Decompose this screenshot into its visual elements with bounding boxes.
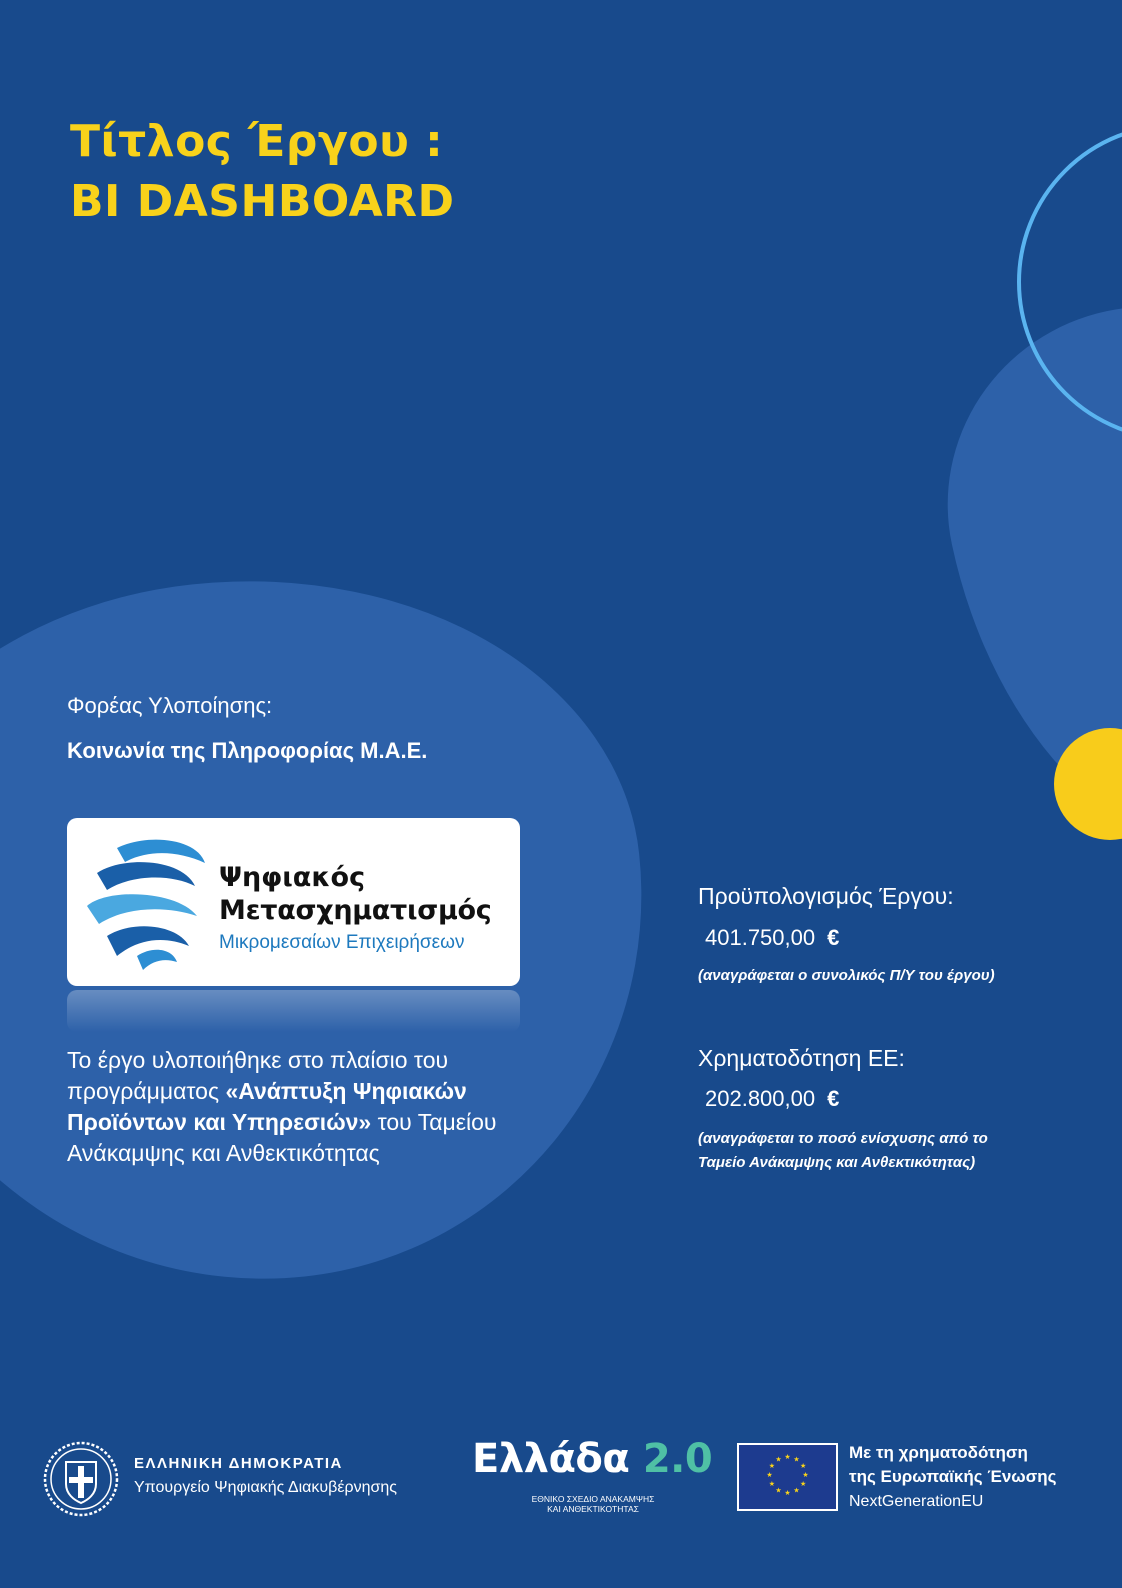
program-logo-line3: Μικρομεσαίων Επιχειρήσεων (219, 932, 465, 953)
svg-text:★: ★ (768, 1480, 776, 1488)
program-text-part1: Το έργο υλοποιήθηκε στο πλαίσιο του προγράμματος (67, 1047, 449, 1104)
svg-text:★: ★ (799, 1480, 807, 1488)
ministry-name: Υπουργείο Ψηφιακής Διακυβέρνησης (134, 1479, 397, 1496)
funding-amount: 202.800,00 (705, 1086, 816, 1111)
program-logo-reflection (67, 990, 520, 1032)
eu-funding-line1: Με τη χρηματοδότηση (849, 1443, 1028, 1462)
project-title-name: BI DASHBOARD (70, 176, 455, 227)
greek-emblem-icon (42, 1440, 120, 1518)
program-text-bold: «Ανάπτυξη Ψηφιακών Προϊόντων και Υπηρεσιών» (67, 1078, 467, 1135)
greece-2-subtitle (478, 1494, 708, 1514)
svg-text:★: ★ (784, 1489, 791, 1497)
svg-text:★: ★ (799, 1462, 807, 1470)
svg-text:★: ★ (793, 1486, 800, 1495)
funding-value (705, 1086, 839, 1112)
svg-text:★: ★ (766, 1471, 773, 1479)
eu-funding-line3: NextGenerationEU (849, 1493, 984, 1510)
project-title-label: Τίτλος Έργου : (70, 116, 444, 167)
svg-text:★: ★ (802, 1471, 809, 1479)
greece-version: 2.0 (642, 1436, 713, 1482)
budget-value (705, 925, 839, 951)
budget-label: Προϋπολογισμός Έργου: (698, 883, 954, 909)
program-description (67, 1045, 567, 1169)
svg-text:★: ★ (775, 1486, 782, 1495)
funding-label: Χρηματοδότηση ΕΕ: (698, 1045, 905, 1071)
funding-currency: € (827, 1086, 840, 1111)
program-swoosh-icon (77, 828, 227, 976)
greece-2-logo (472, 1436, 712, 1482)
greece-2-subtitle-line1: ΕΘΝΙΚΟ ΣΧΕΔΙΟ ΑΝΑΚΑΜΨΗΣ (531, 1494, 655, 1504)
svg-text:★: ★ (793, 1455, 800, 1464)
funding-note: (αναγράφεται το ποσό ενίσχυσης από το Ταμείο Ανάκαμψης και Ανθεκτικότητας) (698, 1130, 988, 1171)
agency-name: Κοινωνία της Πληροφορίας Μ.Α.Ε. (67, 738, 428, 763)
svg-text:★: ★ (768, 1462, 776, 1470)
government-name: ΕΛΛΗΝΙΚΗ ΔΗΜΟΚΡΑΤΙΑ (134, 1455, 343, 1472)
project-title (70, 112, 455, 232)
agency-label: Φορέας Υλοποίησης: (67, 693, 273, 718)
program-text-part2: του Ταμείου Ανάκαμψης και Ανθεκτικότητας (67, 1109, 497, 1166)
greece-word: Ελλάδα (472, 1436, 630, 1482)
eu-funding-line2: της Ευρωπαϊκής Ένωσης (849, 1467, 1057, 1486)
budget-note: (αναγράφεται ο συνολικός Π/Υ του έργου) (698, 967, 995, 984)
greece-2-subtitle-line2: ΚΑΙ ΑΝΘΕΚΤΙΚΟΤΗΤΑΣ (547, 1504, 639, 1514)
svg-text:★: ★ (784, 1453, 791, 1461)
budget-amount: 401.750,00 (705, 925, 816, 950)
program-logo (67, 818, 520, 986)
program-logo-line1: Ψηφιακός (219, 862, 366, 893)
program-logo-line2: Μετασχηματισμός (219, 895, 492, 926)
eu-flag-icon (737, 1443, 838, 1511)
budget-currency: € (827, 925, 840, 950)
svg-text:★: ★ (775, 1455, 782, 1464)
